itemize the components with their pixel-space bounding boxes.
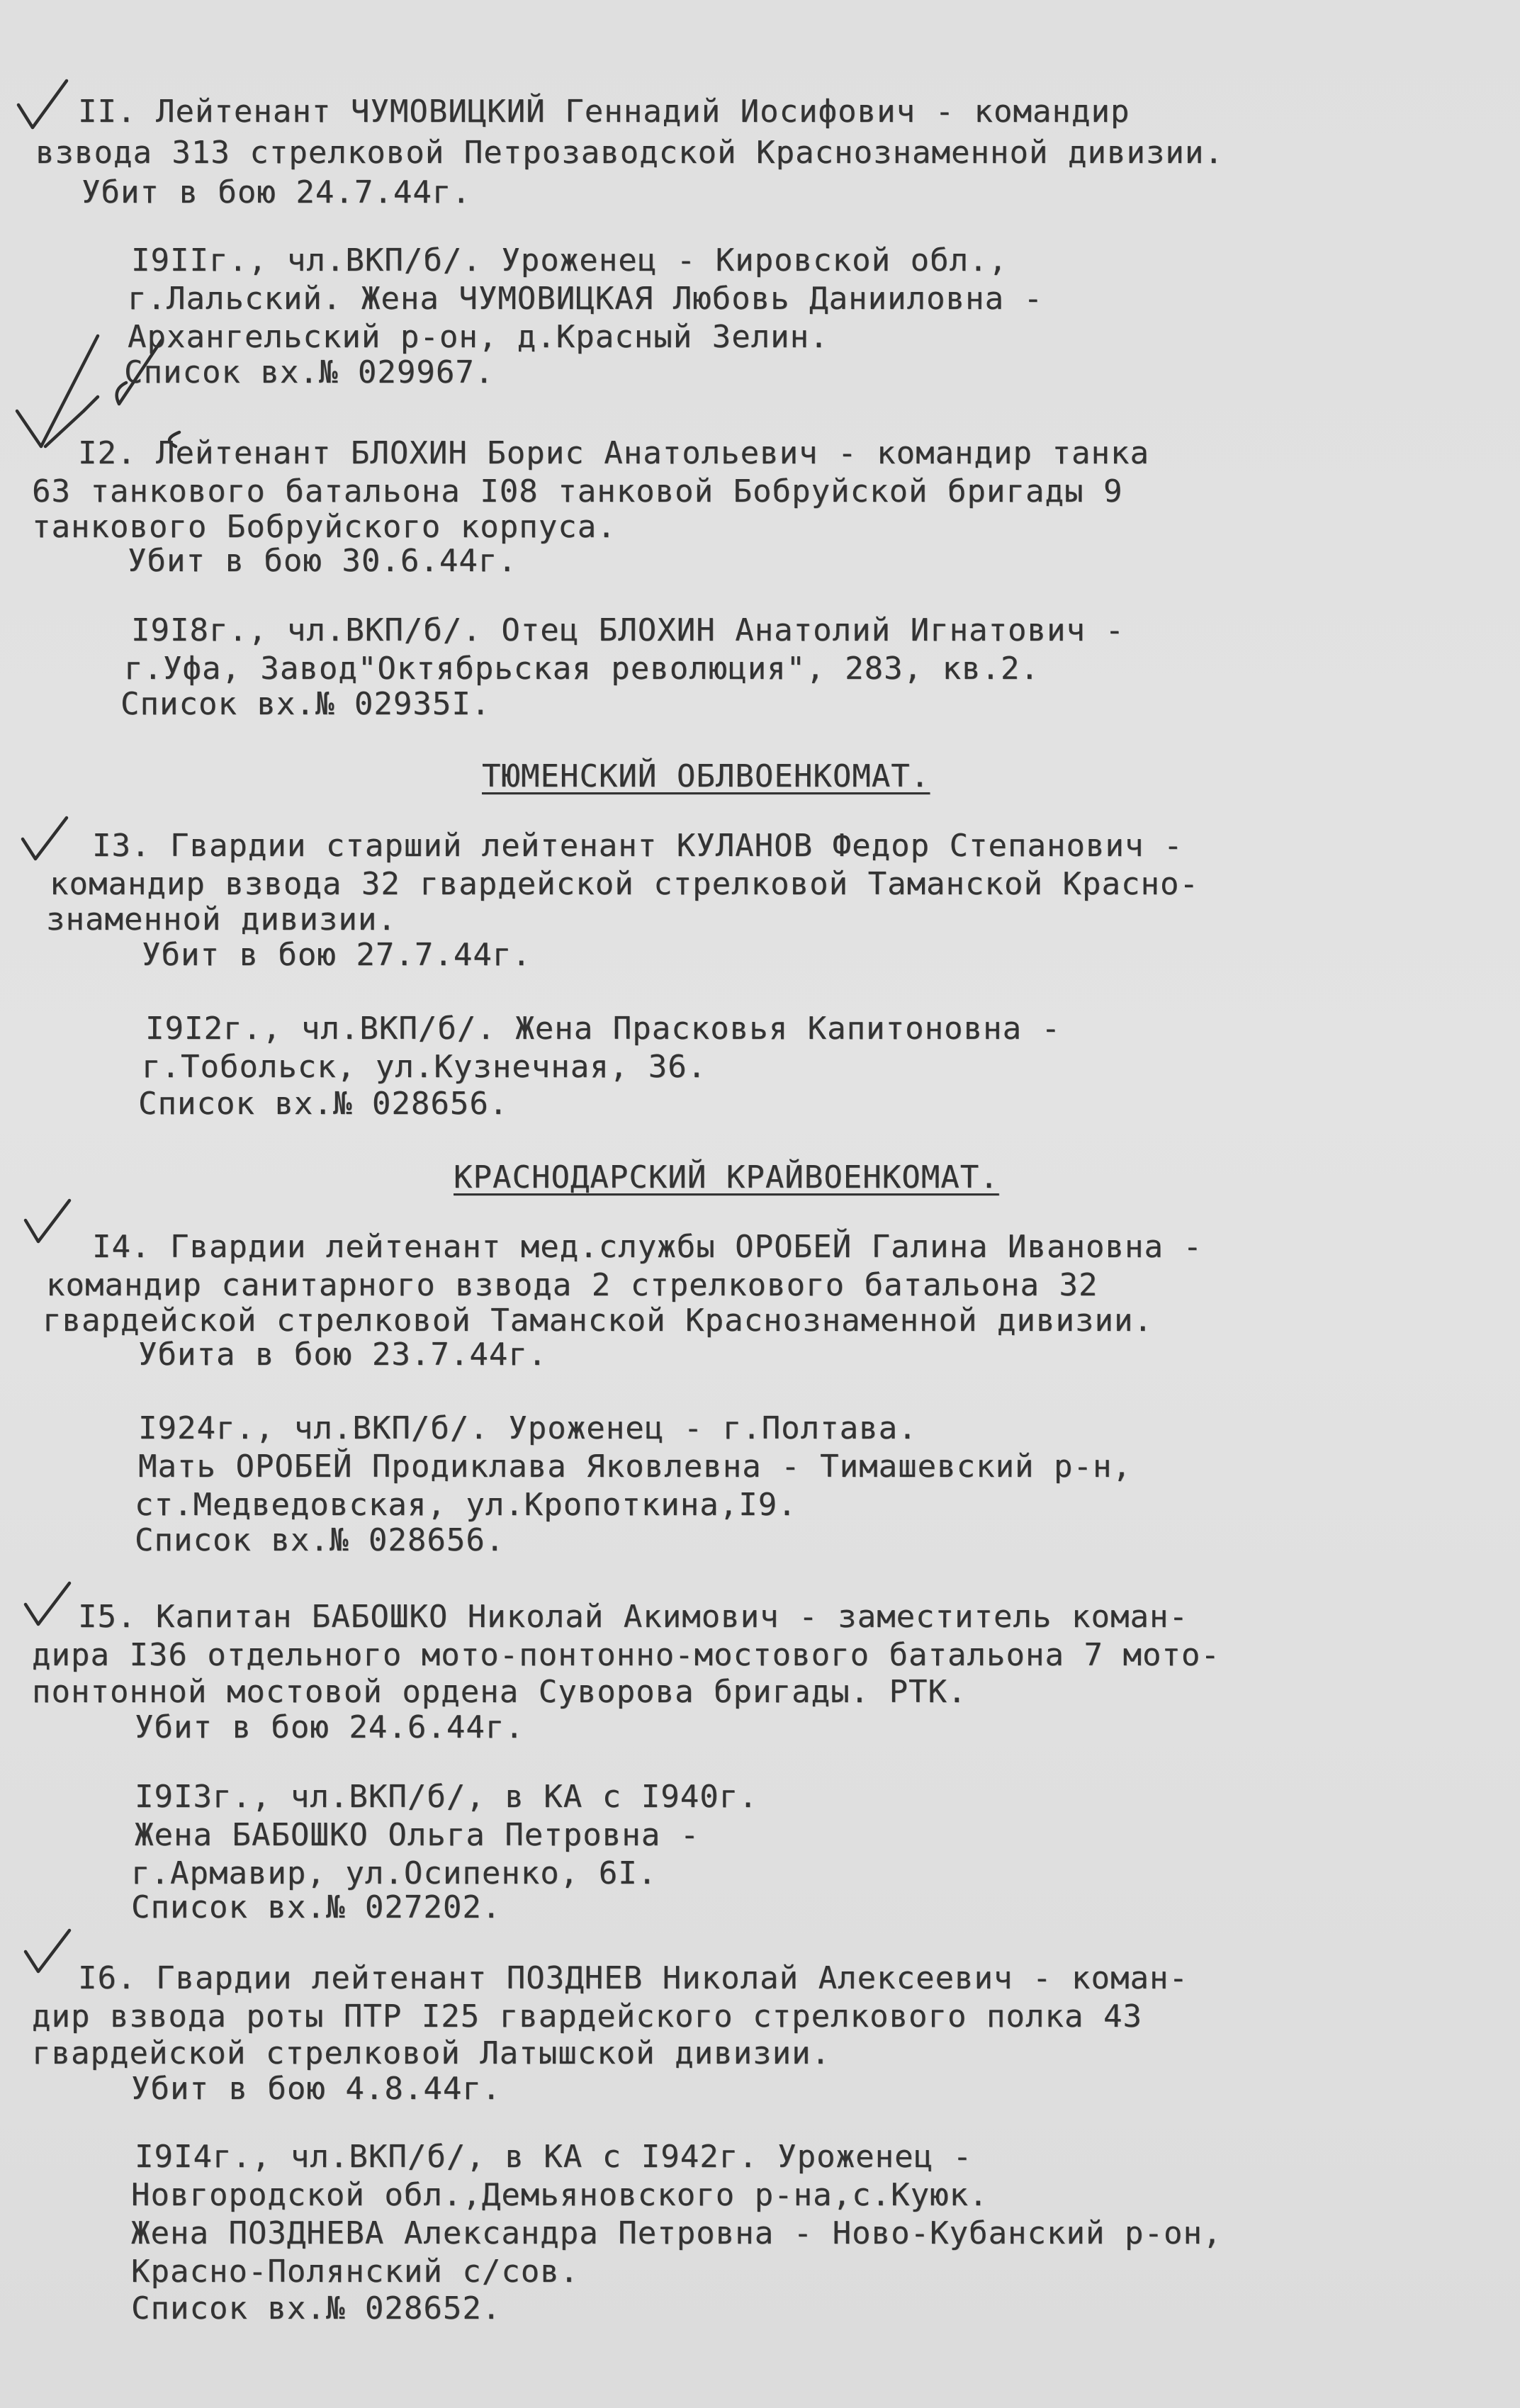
entry-13-list-number: Список вх.№ 028656. (138, 1086, 509, 1122)
entry-16-detail-line: Новгородской обл.,Демьяновского р-на,с.Куюк. (131, 2177, 989, 2213)
entry-12-list-number: Список вх.№ 02935I. (120, 686, 491, 722)
entry-13-unit-line: командир взвода 32 гвардейской стрелковой Таманской Красно- (50, 866, 1199, 902)
entry-16-detail-line: Красно-Полянский с/сов. (131, 2254, 580, 2290)
entry-16-unit-line: дир взвода роты ПТР I25 гвардейского стрелкового полка 43 (32, 1998, 1142, 2035)
handwritten-checkmark-icon (20, 815, 69, 865)
entry-15-unit-line: понтонной мостовой ордена Суворова бригады. РТК. (32, 1674, 967, 1710)
entry-16-detail-line: Жена ПОЗДНЕВА Александра Петровна - Ново-Кубанский р-он, (131, 2215, 1222, 2251)
entry-11-death-line: Убит в бою 24.7.44г. (81, 174, 471, 210)
entry-15-death-line: Убит в бою 24.6.44г. (135, 1709, 524, 1745)
entry-13-detail-line: I9I2г., чл.ВКП/б/. Жена Прасковья Капитоновна - (145, 1011, 1062, 1047)
entry-12-unit-line: танкового Бобруйского корпуса. (32, 509, 617, 545)
entry-16-death-line: Убит в бою 4.8.44г. (131, 2071, 502, 2107)
entry-14-list-number: Список вх.№ 028656. (135, 1522, 505, 1558)
handwritten-checkmark-icon (14, 78, 71, 135)
entry-11-detail-line: I9IIг., чл.ВКП/б/. Уроженец - Кировской обл., (131, 242, 1008, 279)
entry-15-list-number: Список вх.№ 027202. (131, 1889, 502, 1925)
entry-13-death-line: Убит в бою 27.7.44г. (142, 937, 531, 973)
entry-12-death-line: Убит в бою 30.6.44г. (128, 543, 517, 579)
entry-12-detail-line: г.Уфа, Завод"Октябрьская революция", 283, кв.2. (124, 651, 1040, 687)
entry-12-title-line: I2. Лейтенант БЛОХИН Борис Анатольевич - командир танка (78, 435, 1149, 471)
entry-12-detail-line: I9I8г., чл.ВКП/б/. Отец БЛОХИН Анатолий Игнатович - (131, 612, 1125, 648)
handwritten-checkmark-icon (23, 1928, 72, 1977)
entry-11-detail-line: Архангельский р-он, д.Красный Зелин. (128, 319, 829, 355)
entry-15-detail-line: I9I3г., чл.ВКП/б/, в КА с I940г. (135, 1779, 758, 1815)
handwritten-checkmark-icon (23, 1580, 72, 1630)
entry-14-unit-line: командир санитарного взвода 2 стрелкового батальона 32 (46, 1267, 1098, 1303)
section-heading-tyumen: ТЮМЕНСКИЙ ОБЛВОЕНКОМАТ. (482, 758, 930, 794)
entry-16-detail-line: I9I4г., чл.ВКП/б/, в КА с I942г. Уроженец - (135, 2139, 973, 2175)
entry-11-list-number: Список вх.№ 029967. (124, 354, 495, 390)
entry-13-detail-line: г.Тобольск, ул.Кузнечная, 36. (142, 1049, 707, 1085)
entry-14-detail-line: Мать ОРОБЕЙ Продиклава Яковлевна - Тимашевский р-н, (138, 1448, 1132, 1485)
entry-15-detail-line: г.Армавир, ул.Осипенко, 6I. (131, 1855, 658, 1891)
entry-14-detail-line: I924г., чл.ВКП/б/. Уроженец - г.Полтава. (138, 1410, 918, 1446)
entry-11-unit-line: взвода 313 стрелковой Петрозаводской Краснознаменной дивизии. (35, 135, 1224, 171)
entry-12-unit-line: 63 танкового батальона I08 танковой Бобруйской бригады 9 (32, 473, 1123, 510)
entry-16-unit-line: гвардейской стрелковой Латышской дивизии. (32, 2035, 831, 2071)
entry-11-title-line: II. Лейтенант ЧУМОВИЦКИЙ Геннадий Иосифович - командир (78, 94, 1130, 130)
entry-14-unit-line: гвардейской стрелковой Таманской Краснознаменной дивизии. (43, 1303, 1153, 1339)
section-heading-krasnodar: КРАСНОДАРСКИЙ КРАЙВОЕНКОМАТ. (454, 1159, 999, 1195)
entry-15-detail-line: Жена БАБОШКО Ольга Петровна - (135, 1817, 700, 1853)
entry-13-title-line: I3. Гвардии старший лейтенант КУЛАНОВ Федор Степанович - (92, 828, 1183, 864)
entry-16-list-number: Список вх.№ 028652. (131, 2290, 502, 2327)
entry-13-unit-line: знаменной дивизии. (46, 901, 397, 938)
entry-15-title-line: I5. Капитан БАБОШКО Николай Акимович - заместитель коман- (78, 1599, 1188, 1635)
handwritten-checkmark-icon (23, 1198, 72, 1247)
entry-14-death-line: Убита в бою 23.7.44г. (138, 1337, 548, 1373)
entry-14-detail-line: ст.Медведовская, ул.Кропоткина,I9. (135, 1487, 797, 1523)
entry-14-title-line: I4. Гвардии лейтенант мед.службы ОРОБЕЙ Галина Ивановна - (92, 1229, 1203, 1265)
entry-11-detail-line: г.Лальский. Жена ЧУМОВИЦКАЯ Любовь Данииловна - (128, 281, 1044, 317)
entry-15-unit-line: дира I36 отдельного мото-понтонно-мостового батальона 7 мото- (32, 1637, 1220, 1673)
entry-16-title-line: I6. Гвардии лейтенант ПОЗДНЕВ Николай Алексеевич - коман- (78, 1960, 1188, 1996)
